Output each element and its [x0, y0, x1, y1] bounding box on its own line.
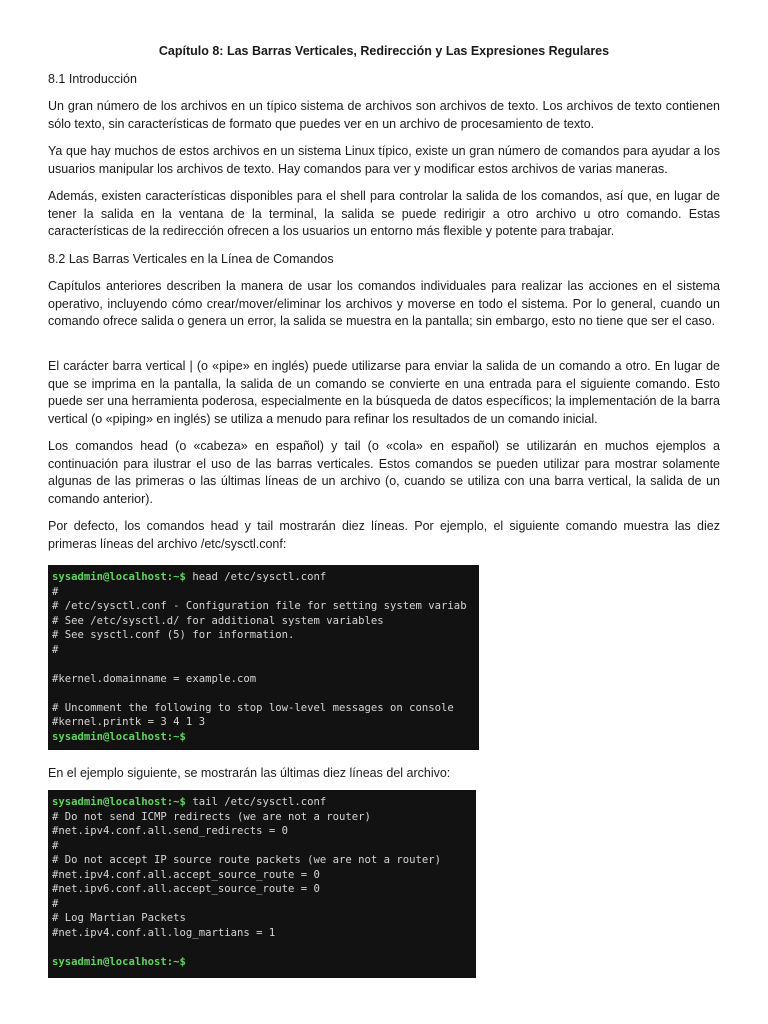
- terminal-end-prompt: [52, 955, 470, 970]
- shell-command: tail /etc/sysctl.conf: [185, 796, 327, 808]
- terminal-command-line: [52, 795, 470, 810]
- terminal-output-line: #kernel.printk = 3 4 1 3: [52, 716, 206, 728]
- shell-prompt: sysadmin@localhost:~$: [52, 730, 186, 743]
- terminal-output-line: #net.ipv4.conf.all.accept_source_route = 0: [52, 868, 320, 881]
- terminal-output-line: # Log Martian Packets: [52, 912, 186, 924]
- terminal-head-output: [48, 565, 479, 750]
- terminal-command-line: [52, 570, 473, 585]
- tail-intro-text: En el ejemplo siguiente, se mostrarán las últimas diez líneas del archivo:: [48, 766, 451, 780]
- terminal-output-line: # See /etc/sysctl.d/ for additional system variables: [52, 614, 384, 627]
- chapter-title: Capítulo 8: Las Barras Verticales, Redirección y Las Expresiones Regulares: [158, 44, 610, 58]
- shell-prompt: sysadmin@localhost:~$: [52, 571, 186, 583]
- terminal-output-line: # Do not accept IP source route packets (we are not a router): [52, 854, 442, 866]
- terminal-output-line: #: [52, 643, 59, 656]
- terminal-output-line: [52, 657, 473, 672]
- pipes-paragraph-3: Los comandos head (o «cabeza» en español) y tail (o «cola» en español) se utilizarán en muchos ejemplos a continuación para ilustrar el uso de las barras verticales. Estos comandos se pueden utilizar para mostrar solamente algunas de las primeras o las últimas líneas de un archivo (o, cuando se utiliza con una barra vertical, la salida de un comando anterior).: [48, 439, 720, 506]
- terminal-output-line: #net.ipv4.conf.all.log_martians = 1: [52, 926, 276, 939]
- pipes-paragraph-4: Por defecto, los comandos head y tail mostrarán diez líneas. Por ejemplo, el siguiente comando muestra las diez primeras líneas del archivo /etc/sysctl.conf:: [48, 519, 720, 551]
- pipes-paragraph-1: Capítulos anteriores describen la manera de usar los comandos individuales para realizar las acciones en el sistema operativo, incluyendo cómo crear/mover/eliminar los archivos y moverse en todo el sistema. Por lo general, cuando un comando ofrece salida o genera un error, la salida se muestra en la pantalla; sin embargo, esto no tiene que ser el caso.: [48, 279, 720, 328]
- terminal-end-prompt: [52, 730, 473, 745]
- terminal-output-line: #: [52, 585, 59, 598]
- intro-paragraph-2: Ya que hay muchos de estos archivos en un sistema Linux típico, existe un gran número de comandos para ayudar a los usuarios manipular los archivos de texto. Hay comandos para ver y modificar estos archivos de varias maneras.: [48, 144, 720, 176]
- section-heading-intro: 8.1 Introducción: [48, 72, 137, 86]
- intro-paragraph-3: Además, existen características disponibles para el shell para controlar la salida de los comandos, así que, en lugar de tener la salida en la ventana de la terminal, la salida se puede redirigir a otro archivo u otro comando. Estas características de la redirección ofrecen a los usuarios un entorno más flexible y potente para trabajar.: [48, 189, 720, 238]
- terminal-tail-output: [48, 790, 476, 978]
- section-heading-pipes: 8.2 Las Barras Verticales en la Línea de Comandos: [48, 252, 334, 266]
- intro-paragraph-1: Un gran número de los archivos en un típico sistema de archivos son archivos de texto. Los archivos de texto contienen sólo texto, sin características de formato que puedes ver en un archivo de procesamiento de texto.: [48, 99, 720, 131]
- terminal-output-line: # Do not send ICMP redirects (we are not a router): [52, 810, 371, 823]
- terminal-output-line: #net.ipv6.conf.all.accept_source_route = 0: [52, 883, 320, 895]
- shell-command: head /etc/sysctl.conf: [185, 571, 327, 583]
- terminal-output-line: #: [52, 839, 59, 852]
- terminal-output-line: #net.ipv4.conf.all.send_redirects = 0: [52, 825, 288, 837]
- terminal-output-line: # See sysctl.conf (5) for information.: [52, 629, 295, 641]
- terminal-output-line: # /etc/sysctl.conf - Configuration file for setting system variab: [52, 600, 467, 612]
- terminal-output-line: #: [52, 897, 59, 910]
- terminal-output-line: #kernel.domainname = example.com: [52, 672, 257, 685]
- terminal-output-line: # Uncomment the following to stop low-level messages on console: [52, 701, 454, 714]
- pipes-paragraph-2: El carácter barra vertical | (o «pipe» en inglés) puede utilizarse para enviar la salida de un comando a otro. En lugar de que se imprima en la pantalla, la salida de un comando se convierte en una entrada para el siguiente comando. Esto puede ser una herramienta poderosa, especialmente en la búsqueda de datos específicos; la implementación de la barra vertical (o «piping» en inglés) se utiliza a menudo para refinar los resultados de un comando inicial.: [48, 359, 720, 426]
- terminal-output-line: [52, 686, 473, 701]
- shell-prompt: sysadmin@localhost:~$: [52, 955, 186, 968]
- terminal-output-line: [52, 940, 470, 955]
- shell-prompt: sysadmin@localhost:~$: [52, 796, 186, 808]
